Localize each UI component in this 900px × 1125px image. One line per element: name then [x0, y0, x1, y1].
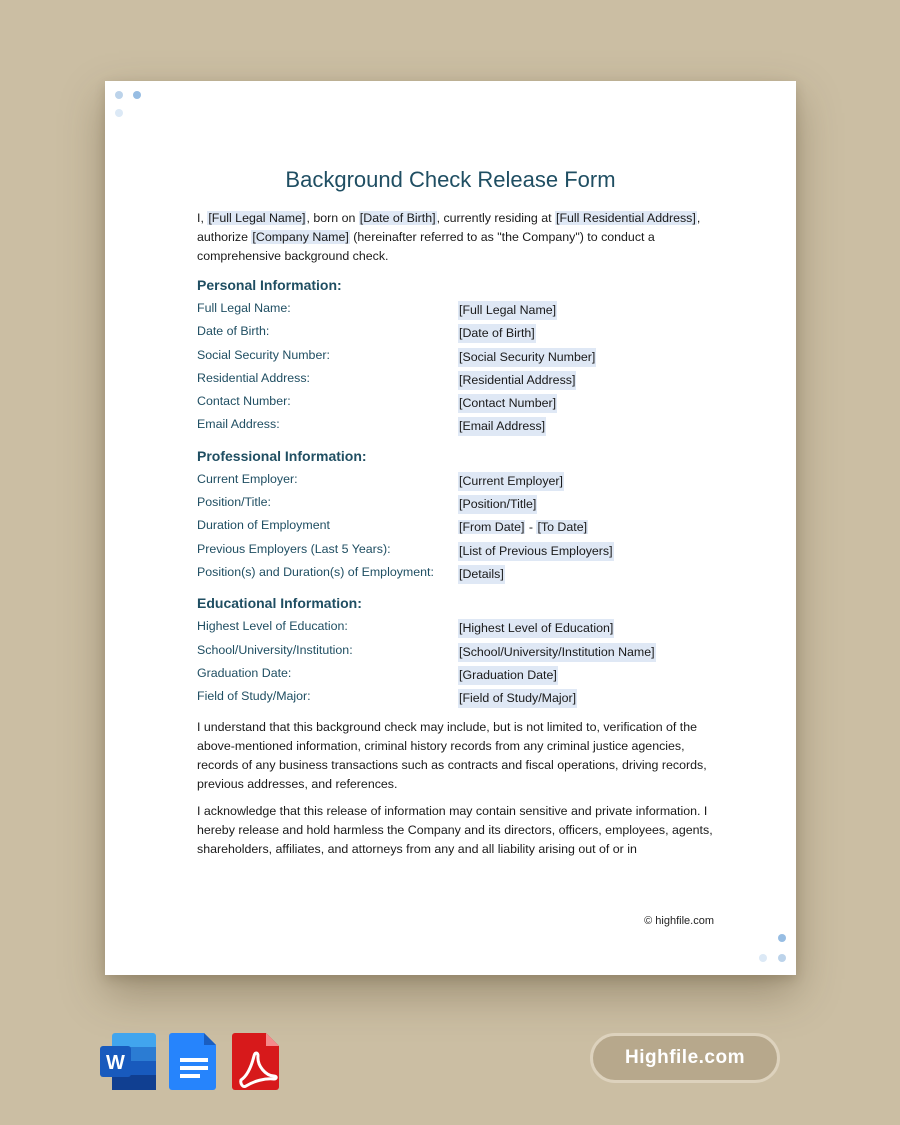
decor-dot	[778, 934, 786, 942]
field-row	[197, 563, 717, 586]
field-value: [Position/Title]	[458, 495, 537, 514]
placeholder-dob: [Date of Birth]	[359, 211, 436, 225]
field-row	[197, 540, 717, 563]
field-row	[197, 369, 717, 392]
decor-dot	[778, 954, 786, 962]
field-row	[197, 346, 717, 369]
placeholder-full-name: [Full Legal Name]	[208, 211, 306, 225]
field-label: Graduation Date:	[197, 665, 292, 680]
field-label: Duration of Employment	[197, 518, 330, 533]
to-date-placeholder: [To Date]	[537, 520, 588, 535]
pdf-icon[interactable]	[232, 1033, 279, 1090]
field-row	[197, 617, 717, 640]
field-row	[197, 664, 717, 687]
field-value: [Current Employer]	[458, 472, 564, 491]
field-row	[197, 516, 717, 539]
decor-dot	[133, 91, 141, 99]
field-label: Contact Number:	[197, 394, 291, 409]
word-icon[interactable]	[100, 1033, 156, 1090]
document-title: Background Check Release Form	[285, 167, 616, 192]
decor-dot	[759, 954, 767, 962]
document-page	[105, 81, 796, 975]
word-letter: W	[106, 1052, 125, 1074]
placeholder-company: [Company Name]	[252, 230, 349, 244]
field-label: Residential Address:	[197, 370, 310, 385]
field-row	[197, 641, 717, 664]
placeholder-address: [Full Residential Address]	[556, 211, 696, 225]
field-label: Social Security Number:	[197, 347, 330, 362]
field-value: [Details]	[458, 565, 505, 584]
field-row	[197, 322, 717, 345]
professional-heading: Professional Information:	[197, 447, 367, 464]
scope-paragraph: I understand that this background check may include, but is not limited to, verification of the above-mentioned information, criminal history records from any criminal justice agencies, records of any business transactions such as contracts and fiscal operations, driving records, previous addresses, and references.	[197, 720, 707, 792]
intro-text: , authorize	[197, 211, 701, 244]
field-value-range	[458, 518, 588, 537]
field-value: [List of Previous Employers]	[458, 542, 614, 561]
format-icons-svg	[100, 1030, 290, 1092]
field-row	[197, 299, 717, 322]
intro-text: (hereinafter referred to as "the Company") to conduct a comprehensive background check.	[197, 230, 655, 263]
field-label: Position/Title:	[197, 495, 271, 510]
field-row	[197, 493, 717, 516]
range-separator: -	[525, 520, 537, 535]
decor-dot	[115, 109, 123, 117]
field-value: [Social Security Number]	[458, 348, 596, 367]
field-label: School/University/Institution:	[197, 642, 353, 657]
field-value: [Full Legal Name]	[458, 301, 557, 320]
educational-heading: Educational Information:	[197, 595, 362, 612]
intro-paragraph	[197, 209, 717, 266]
field-value: [Highest Level of Education]	[458, 619, 614, 638]
field-value: [Date of Birth]	[458, 324, 536, 343]
field-label: Date of Birth:	[197, 324, 270, 339]
document-body	[197, 209, 717, 859]
field-row	[197, 415, 717, 438]
field-label: Current Employer:	[197, 471, 298, 486]
highfile-site-button[interactable]: Highfile.com	[590, 1033, 780, 1083]
field-value: [Field of Study/Major]	[458, 689, 577, 708]
intro-text: , currently residing at	[436, 211, 556, 225]
field-row	[197, 470, 717, 493]
google-docs-icon[interactable]	[169, 1033, 216, 1090]
release-paragraph: I acknowledge that this release of information may contain sensitive and private information. I hereby release and hold harmless the Company and its directors, officers, employees, agents, shareholders, affiliates, and attorneys from any and all liability arising out of or in	[197, 804, 713, 857]
field-label: Highest Level of Education:	[197, 619, 348, 634]
field-label: Email Address:	[197, 417, 280, 432]
copyright-text: © highfile.com	[644, 915, 714, 927]
intro-text: I,	[197, 211, 208, 225]
field-value: [Email Address]	[458, 417, 546, 436]
format-icons	[100, 1030, 290, 1097]
from-date-placeholder: [From Date]	[459, 520, 525, 535]
intro-text: , born on	[306, 211, 359, 225]
field-label: Field of Study/Major:	[197, 689, 311, 704]
field-value: [Graduation Date]	[458, 666, 558, 685]
personal-heading: Personal Information:	[197, 277, 342, 293]
field-label: Previous Employers (Last 5 Years):	[197, 541, 391, 556]
educational-rows	[197, 617, 717, 710]
decor-dot	[115, 91, 123, 99]
professional-rows	[197, 470, 717, 586]
personal-rows	[197, 299, 717, 439]
field-value: [Residential Address]	[458, 371, 576, 390]
field-value: [School/University/Institution Name]	[458, 643, 656, 662]
field-row	[197, 687, 717, 710]
field-row	[197, 392, 717, 415]
field-label: Full Legal Name:	[197, 301, 291, 315]
field-value: [Contact Number]	[458, 394, 557, 413]
field-label: Position(s) and Duration(s) of Employment:	[197, 564, 434, 579]
